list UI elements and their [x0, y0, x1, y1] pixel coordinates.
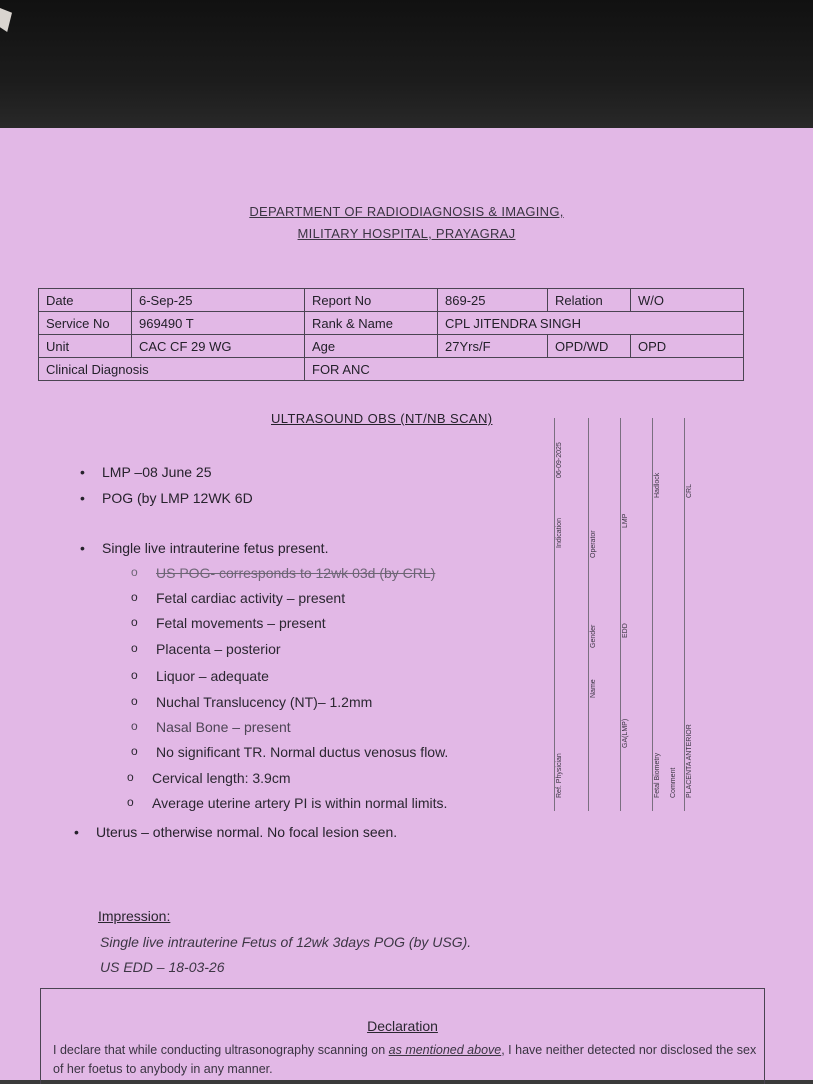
impression-title: Impression:	[98, 908, 171, 924]
department-heading: DEPARTMENT OF RADIODIAGNOSIS & IMAGING,	[249, 204, 564, 219]
sub-item: o Liquor – adequate	[131, 668, 269, 684]
date-value: 6-Sep-25	[132, 289, 305, 312]
declaration-underlined: as mentioned above	[388, 1043, 502, 1057]
sub-item-text: Cervical length: 3.9cm	[152, 770, 291, 786]
strip-label: EDD	[622, 623, 629, 638]
sub-item: o Cervical length: 3.9cm	[127, 770, 291, 786]
report-value: 869-25	[438, 289, 548, 312]
uterus-text: Uterus – otherwise normal. No focal lesion seen.	[96, 824, 398, 840]
service-label: Service No	[39, 312, 132, 335]
strip-label: Gender	[590, 624, 597, 648]
unit-value: CAC CF 29 WG	[132, 335, 305, 358]
sub-item: o No significant TR. Normal ductus venosus flow.	[131, 744, 449, 760]
report-label: Report No	[305, 289, 438, 312]
fetus-item: • Single live intrauterine fetus present.	[80, 540, 329, 556]
sub-item: o Fetal movements – present	[131, 615, 326, 631]
clinical-diagnosis-value: FOR ANC	[305, 358, 744, 381]
declaration-text-part: I declare that while conducting ultrasonography scanning on	[53, 1043, 389, 1057]
strip-label: Name	[590, 679, 597, 698]
strip-label: Fetal Biometry	[654, 752, 661, 798]
background-top	[0, 0, 813, 135]
opdwd-value: OPD	[631, 335, 744, 358]
rank-label: Rank & Name	[305, 312, 438, 335]
declaration-text-part: , I have neither detected nor disclosed the sex of her foetus to anybody in any manner.	[53, 1043, 757, 1076]
sub-item: o Average uterine artery PI is within normal limits.	[127, 795, 448, 811]
strip-label: LMP	[622, 513, 629, 528]
opdwd-label: OPD/WD	[548, 335, 631, 358]
patient-info-table	[38, 288, 744, 381]
lmp-text: LMP –08 June 25	[102, 464, 212, 480]
sub-item-text: Nuchal Translucency (NT)– 1.2mm	[156, 694, 373, 710]
sub-item-text: Nasal Bone – present	[156, 719, 291, 735]
date-label: Date	[39, 289, 132, 312]
report-page	[0, 128, 813, 1080]
unit-label: Unit	[39, 335, 132, 358]
pog-item: • POG (by LMP 12WK 6D	[80, 490, 253, 506]
strip-label: GA(LMP)	[622, 718, 629, 748]
bleed-through-strip	[540, 418, 693, 811]
relation-value: W/O	[631, 289, 744, 312]
strip-label: Hadlock	[654, 472, 661, 498]
strip-label: Ref. Physician	[556, 753, 563, 798]
sub-item: o Nasal Bone – present	[131, 719, 291, 735]
rank-value: CPL JITENDRA SINGH	[438, 312, 744, 335]
age-label: Age	[305, 335, 438, 358]
impression-line: Single live intrauterine Fetus of 12wk 3days POG (by USG).	[100, 934, 472, 950]
service-value: 969490 T	[132, 312, 305, 335]
sub-item-text: Average uterine artery PI is within normal limits.	[152, 795, 448, 811]
strip-label: PLACENTA ANTERIOR	[686, 724, 693, 798]
strip-label: CRL	[686, 483, 693, 498]
sub-item: o Nuchal Translucency (NT)– 1.2mm	[131, 694, 373, 710]
sub-item: o Fetal cardiac activity – present	[131, 590, 346, 606]
declaration-box	[40, 988, 765, 1084]
sub-item-text: Placenta – posterior	[156, 641, 281, 657]
sub-item-text: Fetal movements – present	[156, 615, 326, 631]
sub-item-text: Liquor – adequate	[156, 668, 269, 684]
relation-label: Relation	[548, 289, 631, 312]
strip-label: Indication	[556, 518, 563, 548]
declaration-title: Declaration	[367, 1018, 438, 1034]
fetus-text: Single live intrauterine fetus present.	[102, 540, 329, 556]
strip-label: Operator	[590, 530, 597, 558]
sub-item: o US POG- corresponds to 12wk 03d (by CRL)	[131, 565, 436, 581]
edd-line: US EDD – 18-03-26	[100, 959, 225, 975]
uterus-item: • Uterus – otherwise normal. No focal lesion seen.	[74, 824, 398, 840]
pog-text: POG (by LMP 12WK 6D	[102, 490, 253, 506]
sub-item-text: No significant TR. Normal ductus venosus flow.	[156, 744, 449, 760]
hospital-heading: MILITARY HOSPITAL, PRAYAGRAJ	[297, 226, 516, 241]
clinical-diagnosis-label: Clinical Diagnosis	[39, 358, 305, 381]
sub-item-text: Fetal cardiac activity – present	[156, 590, 346, 606]
declaration-text	[53, 1041, 765, 1079]
sub-item-text: US POG- corresponds to 12wk 03d (by CRL)	[156, 565, 436, 581]
sub-item: o Placenta – posterior	[131, 641, 281, 657]
lmp-item: • LMP –08 June 25	[80, 464, 212, 480]
strip-label: Comment	[670, 767, 677, 798]
scan-title: ULTRASOUND OBS (NT/NB SCAN)	[271, 411, 493, 426]
age-value: 27Yrs/F	[438, 335, 548, 358]
strip-label: 06-09-2025	[556, 442, 563, 478]
paper-scrap	[0, 8, 12, 32]
